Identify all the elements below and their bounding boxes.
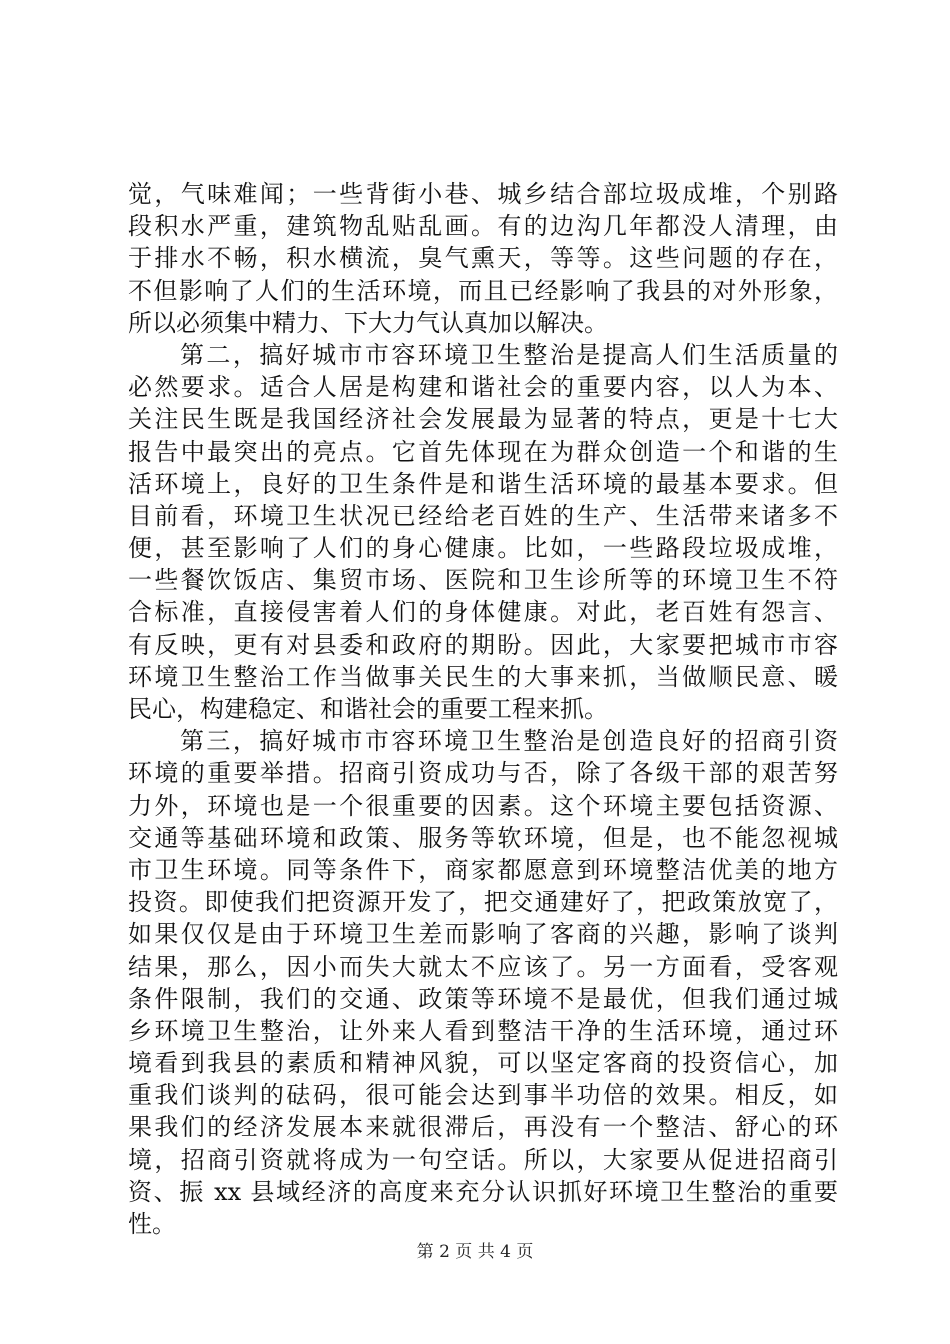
text-line: 便，甚至影响了人们的身心健康。比如，一些路段垃圾成堆，	[128, 534, 838, 563]
text-line: 性。	[128, 1210, 176, 1238]
text-line: 环境的重要举措。招商引资成功与否，除了各级干部的艰苦努	[128, 759, 838, 788]
text-line: 重我们谈判的砝码，很可能会达到事半功倍的效果。相反，如	[128, 1081, 838, 1110]
text-line: 目前看，环境卫生状况已经给老百姓的生产、生活带来诸多不	[128, 501, 838, 530]
text-line: 交通等基础环境和政策、服务等软环境，但是，也不能忽视城	[128, 823, 838, 852]
text-line: 条件限制，我们的交通、政策等环境不是最优，但我们通过城	[128, 984, 838, 1013]
text-line: 市卫生环境。同等条件下，商家都愿意到环境整洁优美的地方	[128, 855, 838, 884]
text-line: 果我们的经济发展本来就很滞后，再没有一个整洁、舒心的环	[128, 1113, 838, 1142]
text-line: 觉，气味难闻；一些背街小巷、城乡结合部垃圾成堆，个别路	[128, 180, 838, 208]
text-line: 乡环境卫生整治，让外来人看到整洁干净的生活环境，通过环	[128, 1016, 838, 1045]
text-line: 一些餐饮饭店、集贸市场、医院和卫生诊所等的环境卫生不符	[128, 566, 838, 595]
text-line: 有反映，更有对县委和政府的期盼。因此，大家要把城市市容	[128, 630, 838, 659]
text-line: 于排水不畅，积水横流，臭气熏天，等等。这些问题的存在，	[128, 244, 838, 273]
text-line: 境看到我县的素质和精神风貌，可以坚定客商的投资信心，加	[128, 1049, 838, 1078]
text-line: 如果仅仅是由于环境卫生差而影响了客商的兴趣，影响了谈判	[128, 920, 838, 949]
text-line: 资、振 xx 县域经济的高度来充分认识抓好环境卫生整治的重要	[128, 1177, 838, 1206]
text-line: 段积水严重，建筑物乱贴乱画。有的边沟几年都没人清理，由	[128, 212, 838, 241]
text-line: 境，招商引资就将成为一句空话。所以，大家要从促进招商引	[128, 1145, 838, 1174]
text-line: 合标准，直接侵害着人们的身体健康。对此，老百姓有怨言、	[128, 598, 838, 627]
page-footer: 第 2 页 共 4 页	[416, 1242, 534, 1262]
text-line: 活环境上，良好的卫生条件是和谐生活环境的最基本要求。但	[128, 469, 838, 498]
text-line: 报告中最突出的亮点。它首先体现在为群众创造一个和谐的生	[128, 437, 838, 466]
document-body	[128, 178, 838, 1240]
text-line: 第三，搞好城市市容环境卫生整治是创造良好的招商引资	[180, 727, 838, 756]
text-line: 第二，搞好城市市容环境卫生整治是提高人们生活质量的	[180, 340, 838, 369]
text-line: 环境卫生整治工作当做事关民生的大事来抓，当做顺民意、暖	[128, 662, 838, 691]
text-line: 关注民生既是我国经济社会发展最为显著的特点，更是十七大	[128, 405, 838, 434]
text-line: 投资。即使我们把资源开发了，把交通建好了，把政策放宽了，	[128, 888, 838, 917]
text-line: 民心，构建稳定、和谐社会的重要工程来抓。	[128, 695, 608, 723]
text-line: 所以必须集中精力、下大力气认真加以解决。	[128, 308, 608, 337]
text-line: 结果，那么，因小而失大就太不应该了。另一方面看，受客观	[128, 952, 838, 981]
text-line: 力外，环境也是一个很重要的因素。这个环境主要包括资源、	[128, 791, 838, 820]
text-line: 不但影响了人们的生活环境，而且已经影响了我县的对外形象，	[128, 276, 838, 305]
text-line: 必然要求。适合人居是构建和谐社会的重要内容，以人为本、	[128, 373, 838, 402]
